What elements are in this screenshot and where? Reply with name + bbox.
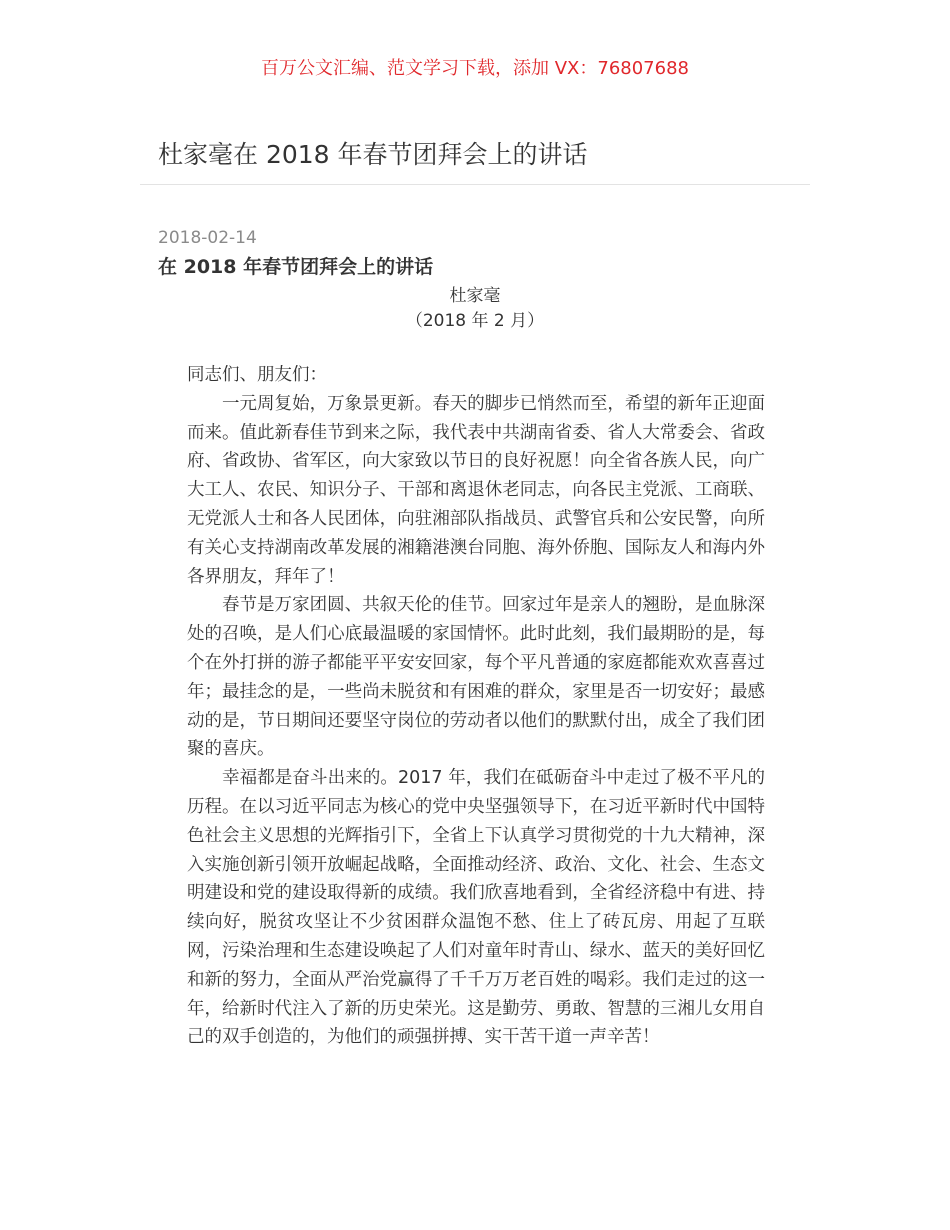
body-paragraph: 春节是万家团圆、共叙天伦的佳节。回家过年是亲人的翘盼，是血脉深处的召唤，是人们心底最温暖的家国情怀。此时此刻，我们最期盼的是，每个在外打拼的游子都能平平安安回家，每个平凡普通的家庭都能欢欢喜喜过年；最挂念的是，一些尚未脱贫和有困难的群众，家里是否一切安好；最感动的是，节日期间还要坚守岗位的劳动者以他们的默默付出，成全了我们团聚的喜庆。	[187, 595, 765, 760]
body-paragraph: 一元周复始，万象景更新。春天的脚步已悄然而至，希望的新年正迎面而来。值此新春佳节到来之际，我代表中共湖南省委、省人大常委会、省政府、省政协、省军区，向大家致以节日的良好祝愿！向全省各族人民，向广大工人、农民、知识分子、干部和离退休老同志，向各民主党派、工商联、无党派人士和各人民团体，向驻湘部队指战员、武警官兵和公安民警，向所有关心支持湖南改革发展的湘籍港澳台同胞、海外侨胞、国际友人和海内外各界朋友，拜年了！	[187, 393, 765, 587]
author-name: 杜家毫	[449, 286, 501, 306]
promo-banner: 百万公文汇编、范文学习下载，添加 VX：76807688	[261, 58, 689, 79]
salutation: 同志们、朋友们：	[187, 365, 327, 385]
body-paragraph: 幸福都是奋斗出来的。2017 年，我们在砥砺奋斗中走过了极不平凡的历程。在以习近平同志为核心的党中央坚强领导下，在习近平新时代中国特色社会主义思想的光辉指引下，全省上下认真学习贯彻党的十九大精神，深入实施创新引领开放崛起战略，全面推动经济、政治、文化、社会、生态文明建设和党的建设取得新的成绩。我们欣喜地看到，全省经济稳中有进、持续向好，脱贫攻坚让不少贫困群众温饱不愁、住上了砖瓦房、用起了互联网，污染治理和生态建设唤起了人们对童年时青山、绿水、蓝天的美好回忆和新的努力，全面从严治党赢得了千千万万老百姓的喝彩。我们走过的这一年，给新时代注入了新的历史荣光。这是勤劳、勇敢、智慧的三湘儿女用自己的双手创造的，为他们的顽强拼搏、实干苦干道一声辛苦！	[187, 768, 765, 1048]
article-body	[187, 361, 765, 1052]
page-title: 杜家毫在 2018 年春节团拜会上的讲话	[158, 140, 588, 169]
article-heading: 在 2018 年春节团拜会上的讲话	[158, 256, 434, 278]
title-divider	[140, 184, 810, 185]
speech-date: （2018 年 2 月）	[405, 311, 545, 331]
post-date: 2018-02-14	[158, 228, 257, 248]
